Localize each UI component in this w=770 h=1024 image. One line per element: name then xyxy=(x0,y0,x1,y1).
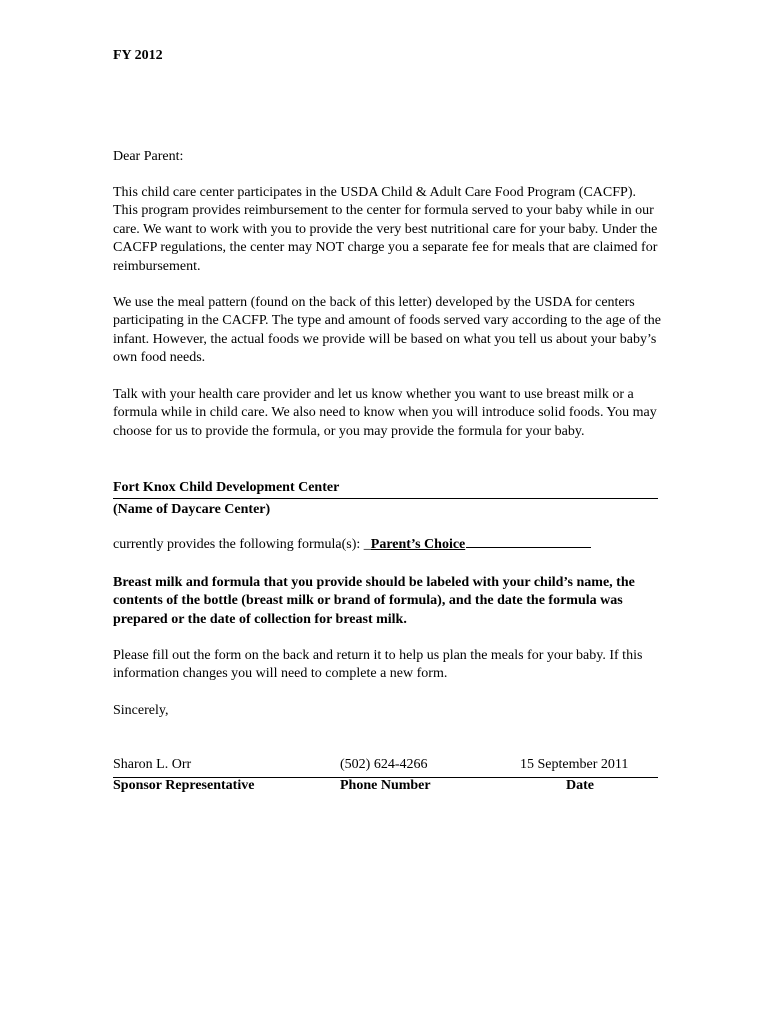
formula-prefix: currently provides the following formula(s): _ xyxy=(113,537,371,552)
formula-fill-line xyxy=(466,546,591,548)
salutation: Dear Parent: xyxy=(113,149,184,164)
signature-date: 15 September 2011 xyxy=(520,757,629,772)
paragraph-form-instructions: Please fill out the form on the back and return it to help us plan the meals for your baby. If this information changes you will need to complete a new form. xyxy=(113,648,643,682)
paragraph-program-intro: This child care center participates in the USDA Child & Adult Care Food Program (CACFP). This program provides reimbursement to the center for formula served to your baby while in our care. We want to work with you to provide the very best nutritional care for your baby. Under the CACFP regulations, the center may NOT charge you a separate fee for meals that are claimed for reimbursement. xyxy=(113,185,658,274)
closing: Sincerely, xyxy=(113,703,169,718)
daycare-center-name: Fort Knox Child Development Center xyxy=(113,479,658,499)
signature-row xyxy=(113,757,658,778)
sponsor-name: Sharon L. Orr xyxy=(113,757,192,772)
labeling-notice: Breast milk and formula that you provide should be labeled with your child’s name, the contents of the bottle (breast milk or brand of formula), and the date the formula was prepared or the date of collection for breast milk. xyxy=(113,575,635,627)
daycare-center-block xyxy=(113,479,658,519)
date-caption: Date xyxy=(566,778,594,793)
phone-caption: Phone Number xyxy=(340,778,431,793)
sponsor-caption: Sponsor Representative xyxy=(113,778,255,793)
formula-value: Parent’s Choice xyxy=(370,537,466,552)
fiscal-year-heading: FY 2012 xyxy=(113,48,163,63)
formula-line xyxy=(113,537,591,553)
signature-caption-row xyxy=(113,778,658,798)
sponsor-phone: (502) 624-4266 xyxy=(340,757,428,772)
daycare-center-caption: (Name of Daycare Center) xyxy=(113,502,271,517)
paragraph-meal-pattern: We use the meal pattern (found on the back of this letter) developed by the USDA for centers participating in the CACFP. The type and amount of foods served vary according to the age of the infant. However, the actual foods we provide will be based on what you tell us about your baby’s own food needs. xyxy=(113,295,661,366)
paragraph-health-provider: Talk with your health care provider and let us know whether you want to use breast milk or a formula while in child care. We also need to know when you will introduce solid foods. You may choose for us to provide the formula, or you may provide the formula for your baby. xyxy=(113,387,657,439)
